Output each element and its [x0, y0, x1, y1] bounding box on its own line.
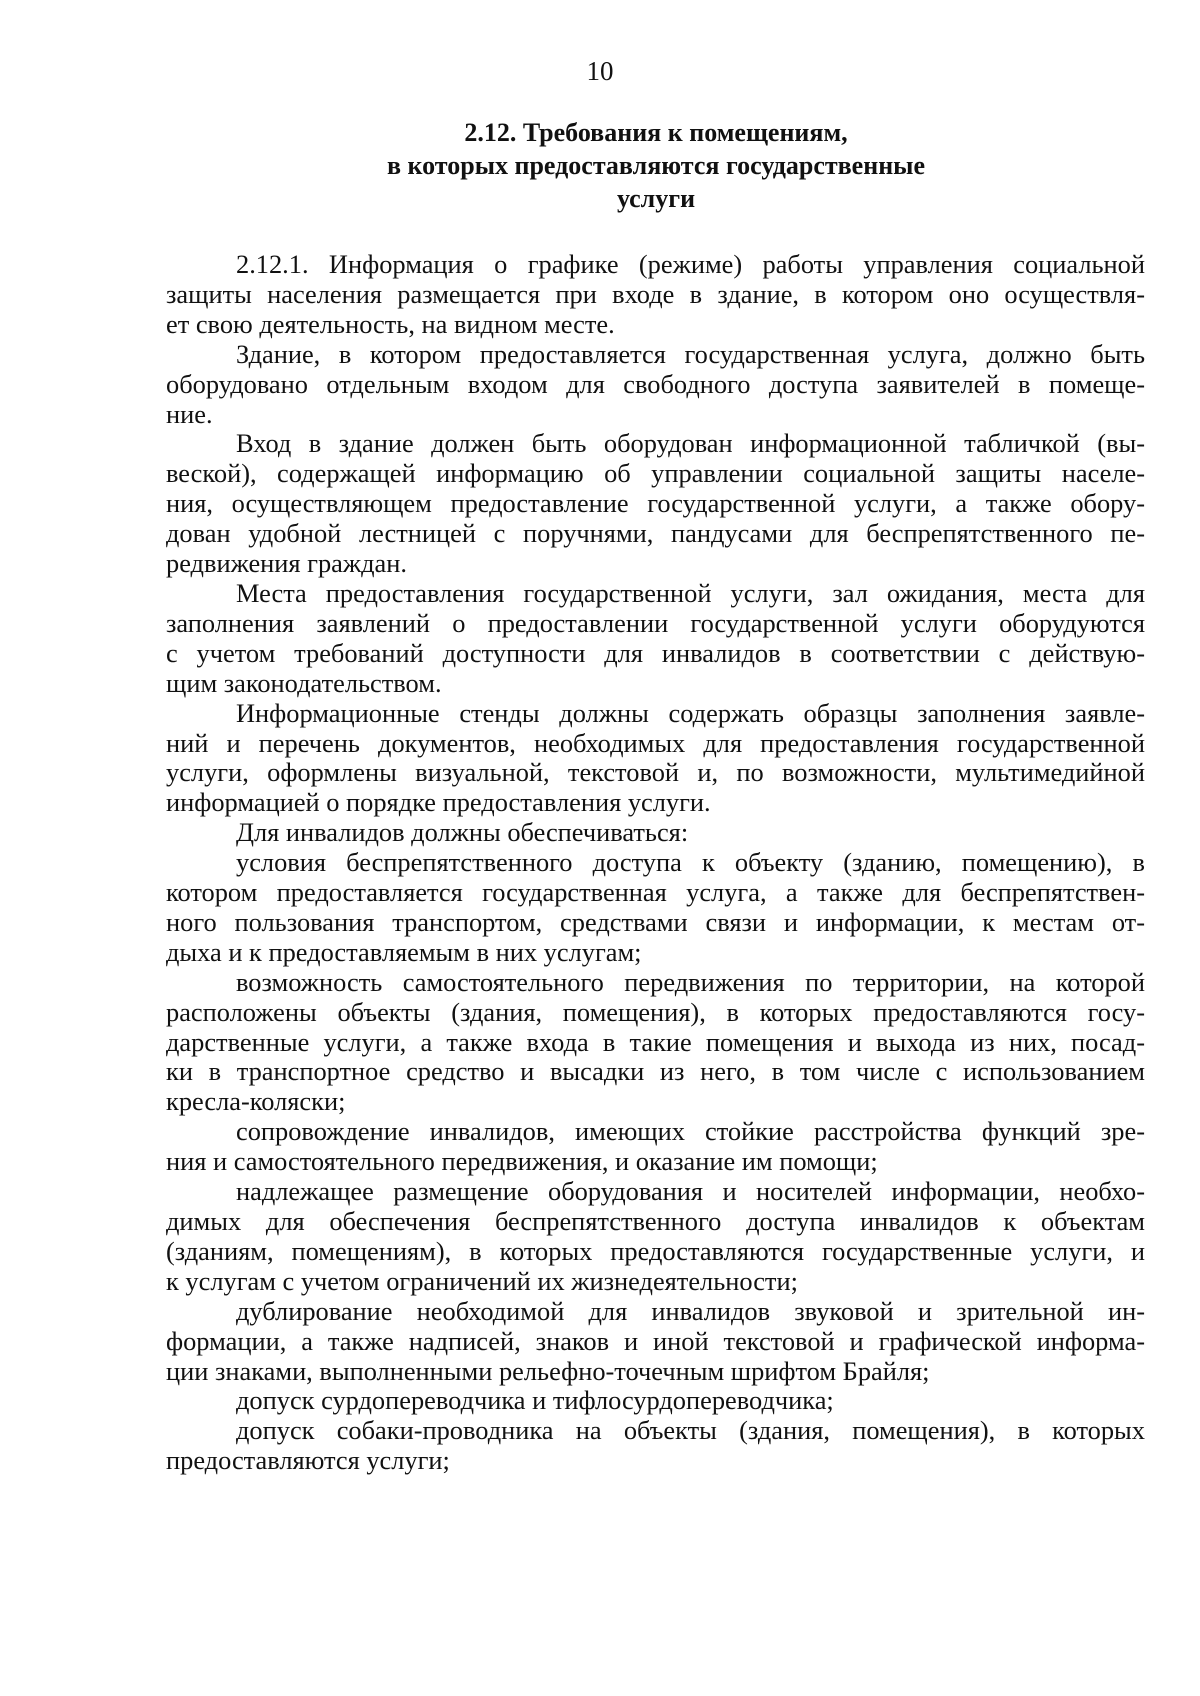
paragraph-line: возможность самостоятельного передвижения по территории, на которой	[236, 966, 1145, 997]
paragraph	[166, 848, 1145, 968]
paragraph-line: оборудовано отдельным входом для свободного доступа заявителей в помеще-	[166, 368, 1145, 399]
paragraph-line: допуск сурдопереводчика и тифлосурдопереводчика;	[236, 1385, 834, 1416]
paragraph	[166, 1177, 1145, 1297]
paragraph-line: формации, а также надписей, знаков и иной текстовой и графической информа-	[166, 1325, 1145, 1356]
section-heading	[166, 116, 1146, 215]
paragraph	[166, 340, 1145, 430]
paragraph-line: ного пользования транспортом, средствами связи и информации, к местам от-	[166, 906, 1145, 937]
paragraph-line: Информационные стенды должны содержать образцы заполнения заявле-	[236, 697, 1145, 728]
paragraph	[166, 429, 1145, 579]
paragraph-line: дублирование необходимой для инвалидов звуковой и зрительной ин-	[236, 1295, 1145, 1326]
paragraph	[166, 579, 1145, 699]
paragraph-line: веской), содержащей информацию об управлении социальной защиты населе-	[166, 458, 1145, 489]
paragraph-line: димых для обеспечения беспрепятственного доступа инвалидов к объектам	[166, 1206, 1145, 1236]
paragraph	[166, 1386, 1145, 1416]
paragraph-line: Для инвалидов должны обеспечиваться:	[236, 817, 689, 848]
paragraph-line: ки в транспортное средство и высадки из него, в том числе с использованием	[166, 1056, 1145, 1087]
page-number: 10	[586, 56, 614, 86]
paragraph-line: ние.	[166, 398, 213, 429]
paragraph-line: дыха и к предоставляемым в них услугам;	[166, 936, 642, 967]
heading-line-3: услуги	[616, 184, 696, 213]
paragraph-line: дован удобной лестницей с поручнями, пандусами для беспрепятственного пе-	[166, 518, 1145, 549]
paragraph-line: предоставляются услуги;	[166, 1445, 450, 1476]
paragraph-line: ний и перечень документов, необходимых для предоставления государственной	[166, 727, 1145, 758]
paragraph-line: ет свою деятельность, на видном месте.	[166, 308, 615, 339]
paragraph-line: котором предоставляется государственная услуга, а также для беспрепятствен-	[166, 877, 1145, 908]
paragraph-line: щим законодательством.	[166, 667, 442, 698]
paragraph-line: Здание, в котором предоставляется государственная услуга, должно быть	[236, 338, 1145, 369]
paragraph-line: к услугам с учетом ограничений их жизнедеятельности;	[166, 1265, 798, 1296]
paragraph-line: ции знаками, выполненными рельефно-точечным шрифтом Брайля;	[166, 1355, 930, 1386]
paragraph	[166, 250, 1145, 340]
paragraph-line: 2.12.1. Информация о графике (режиме) работы управления социальной	[236, 249, 1145, 279]
paragraph-line: ния, осуществляющем предоставление государственной услуги, а также обору-	[166, 488, 1145, 519]
paragraph-line: информацией о порядке предоставления услуги.	[166, 787, 711, 818]
paragraph-line: сопровождение инвалидов, имеющих стойкие расстройства функций зре-	[236, 1116, 1145, 1147]
paragraph	[166, 1117, 1145, 1177]
heading-line-1: 2.12. Требования к помещениям,	[464, 118, 848, 147]
paragraph-line: кресла-коляски;	[166, 1086, 346, 1117]
paragraph-line: дарственные услуги, а также входа в такие помещения и выхода из них, посад-	[166, 1026, 1145, 1057]
paragraph-line: надлежащее размещение оборудования и носителей информации, необхо-	[236, 1176, 1145, 1207]
paragraph-line: Вход в здание должен быть оборудован информационной табличкой (вы-	[236, 428, 1145, 459]
paragraph-line: услуги, оформлены визуальной, текстовой и, по возможности, мультимедийной	[166, 757, 1145, 788]
paragraph-line: заполнения заявлений о предоставлении государственной услуги оборудуются	[166, 607, 1145, 638]
paragraph-line: редвижения граждан.	[166, 548, 407, 579]
paragraph	[166, 1416, 1145, 1476]
paragraph	[166, 968, 1145, 1118]
paragraph-line: Места предоставления государственной услуги, зал ожидания, места для	[236, 577, 1145, 608]
paragraph-line: (зданиям, помещениям), в которых предоставляются государственные услуги, и	[166, 1235, 1145, 1266]
paragraph	[166, 818, 1145, 848]
paragraph-line: защиты населения размещается при входе в здание, в котором оно осуществля-	[166, 278, 1145, 309]
heading-line-2: в которых предоставляются государственные	[386, 151, 926, 180]
paragraph	[166, 699, 1145, 819]
paragraph-line: допуск собаки-проводника на объекты (здания, помещения), в которых	[236, 1415, 1145, 1446]
paragraph-line: расположены объекты (здания, помещения), в которых предоставляются госу-	[166, 996, 1145, 1027]
document-body	[166, 250, 1145, 1476]
paragraph-line: условия беспрепятственного доступа к объекту (зданию, помещению), в	[236, 847, 1145, 878]
paragraph-line: с учетом требований доступности для инвалидов в соответствии с действую-	[166, 637, 1145, 668]
paragraph-line: ния и самостоятельного передвижения, и оказание им помощи;	[166, 1146, 878, 1177]
paragraph	[166, 1297, 1145, 1387]
